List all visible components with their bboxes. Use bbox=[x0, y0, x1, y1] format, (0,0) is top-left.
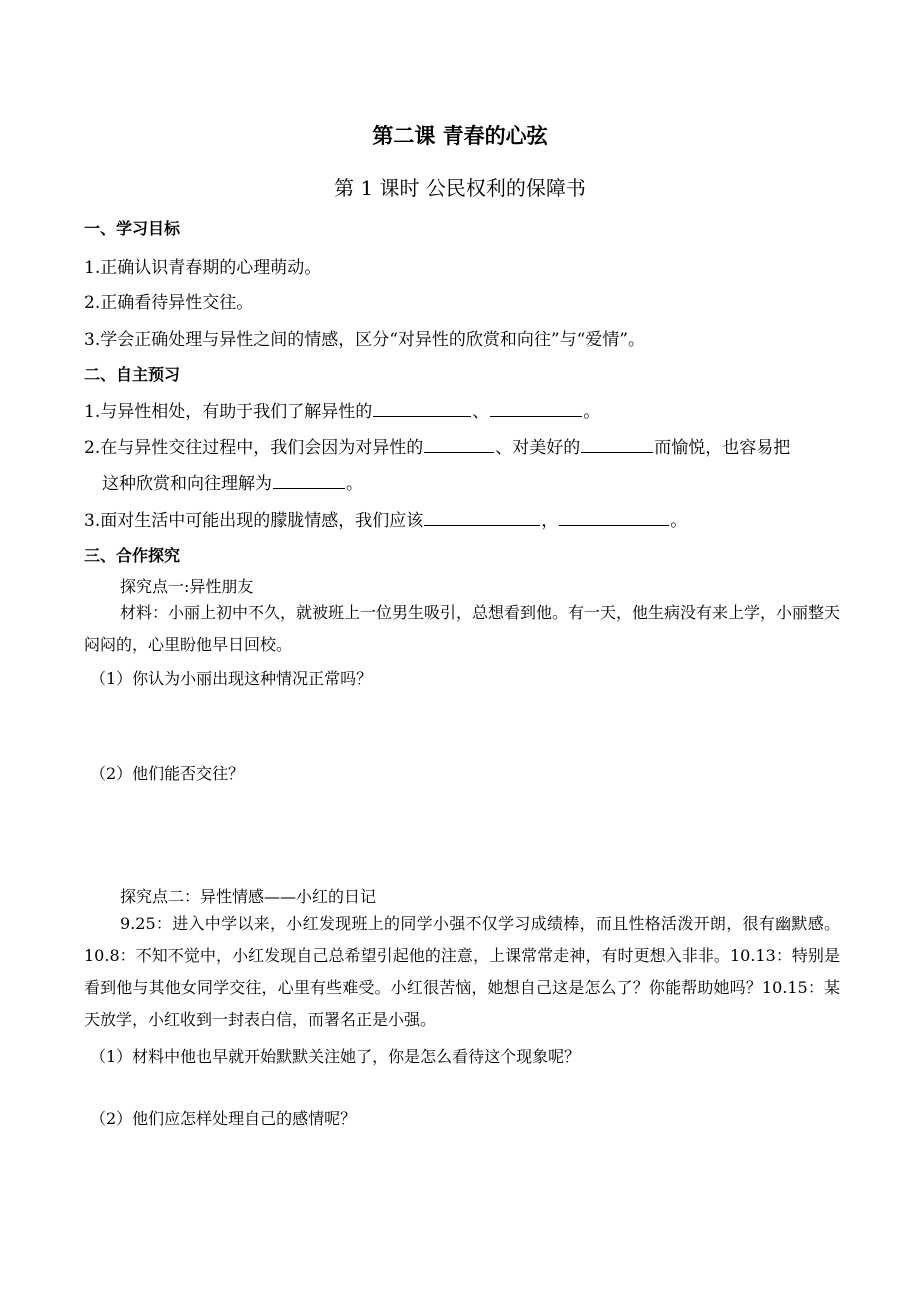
fill-blank[interactable] bbox=[373, 397, 471, 417]
explore-point-2-material: 9.25：进入中学以来，小红发现班上的同学小强不仅学习成绩棒，而且性格活泼开朗，很有幽默感。10.8：不知不觉中，小红发现自己总希望引起他的注意，上课常常走神，有时更想入非非。10.13：特别是看到他与其他女同学交往，心里有些难受。小红很苦恼，她想自己这是怎么了？你能帮助她吗？10.15：某天放学，小红收到一封表白信，而署名正是小强。 bbox=[84, 914, 840, 1029]
goal-item: 1.正确认识青春期的心理萌动。 bbox=[84, 258, 322, 278]
fill-blank[interactable] bbox=[490, 397, 582, 417]
lesson-title: 第二课 青春的心弦 bbox=[372, 123, 548, 148]
preview-question-1 bbox=[84, 397, 600, 422]
fill-blank[interactable] bbox=[559, 506, 669, 526]
section-heading-explore: 三、合作探究 bbox=[84, 546, 181, 565]
question-text: 、 bbox=[472, 402, 490, 422]
goal-item: 2.正确看待异性交往。 bbox=[84, 293, 254, 313]
question-text: ， bbox=[541, 511, 559, 531]
preview-question-2 bbox=[84, 433, 790, 458]
question-text: 。 bbox=[670, 511, 688, 531]
fill-blank[interactable] bbox=[424, 506, 540, 526]
explore-point-1-title: 探究点一:异性朋友 bbox=[120, 577, 254, 596]
goal-item: 3.学会正确处理与异性之间的情感，区分“对异性的欣赏和向往”与“爱情”。 bbox=[84, 330, 645, 350]
fill-blank[interactable] bbox=[424, 433, 494, 453]
preview-question-2-cont bbox=[102, 469, 363, 494]
explore-point-2-question-2: （2）他们应怎样处理自己的感情呢？ bbox=[90, 1109, 357, 1128]
section-heading-preview: 二、自主预习 bbox=[84, 365, 181, 384]
question-text: 2.在与异性交往过程中，我们会因为对异性的 bbox=[84, 438, 424, 458]
question-text: 、对美好的 bbox=[495, 438, 581, 458]
question-text: 。 bbox=[583, 402, 601, 422]
fill-blank[interactable] bbox=[581, 433, 653, 453]
period-title: 第 1 课时 公民权利的保障书 bbox=[334, 176, 586, 200]
explore-point-1-question-1: （1）你认为小丽出现这种情况正常吗？ bbox=[90, 669, 373, 688]
explore-point-1-question-2: （2）他们能否交往？ bbox=[90, 764, 245, 783]
question-text: 3.面对生活中可能出现的朦胧情感，我们应该 bbox=[84, 511, 424, 531]
question-text: 这种欣赏和向往理解为 bbox=[102, 474, 272, 494]
fill-blank[interactable] bbox=[273, 469, 345, 489]
preview-question-3 bbox=[84, 506, 687, 531]
question-text: 而愉悦，也容易把 bbox=[654, 438, 791, 458]
explore-point-1-material: 材料：小丽上初中不久，就被班上一位男生吸引，总想看到他。有一天，他生病没有来上学，小丽整天闷闷的，心里盼他早日回校。 bbox=[84, 603, 841, 654]
explore-point-2-title: 探究点二：异性情感——小红的日记 bbox=[120, 887, 377, 906]
explore-point-2-question-1: （1）材料中他也早就开始默默关注她了，你是怎么看待这个现象呢？ bbox=[90, 1047, 581, 1066]
section-heading-goals: 一、学习目标 bbox=[84, 219, 181, 238]
question-text: 1.与异性相处，有助于我们了解异性的 bbox=[84, 402, 373, 422]
question-text: 。 bbox=[346, 474, 363, 494]
